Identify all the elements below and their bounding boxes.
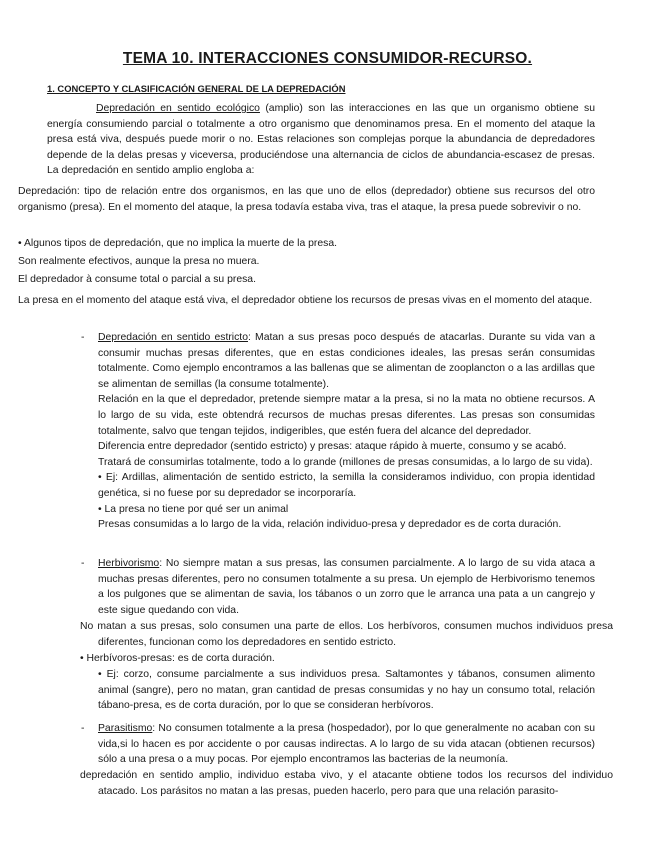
strict-s5: • Ej: Ardillas, alimentación de sentido estricto, la semilla la consideramos individuo, con propia identidad genética, si no fuese por su depredador se incorporaría. <box>98 472 595 499</box>
parasitism-p2: depredación en sentido amplio, individuo estaba vivo, y el atacante obtiene todos los recursos del individuo atacado. Los parásitos no matan a las presas, pueden hacerlo, pero para que una relación parasito- <box>80 770 613 797</box>
prey-alive-paragraph: La presa en el momento del ataque está viva, el depredador obtiene los recursos de presas vivas en el momento del ataque. <box>18 295 593 306</box>
herbivory-block <box>98 556 595 618</box>
strict-s7: Presas consumidas a lo largo de la vida, relación individuo-presa y depredador es de corta duración. <box>98 519 562 531</box>
herbivory-h2: No matan a sus presas, solo consumen una parte de ellos. Los herbívoros, consumen muchos individuos presa diferentes, funcionan como los depredadores en sentido estricto. <box>80 621 613 648</box>
term-strict-predation: Depredación en sentido estricto <box>98 332 248 343</box>
parasitism-text: : No consumen totalmente a la presa (hospedador), por lo que generalmente no acaban con su vida,si lo hacen es por accidente o por causas indirectas. A lo largo de su vida atacan (obtienen recursos) sólo a una presa o a muy pocas. Por ejemplo encontramos las bacterias de la neumonía. <box>98 723 595 766</box>
line-consumes: El depredador à consume total o parcial a su presa. <box>18 274 256 285</box>
term-herbivory: Herbivorismo <box>98 558 160 569</box>
herbivory-h3: • Herbívoros-presas: es de corta duración. <box>80 653 275 664</box>
strict-text: : Matan a sus presas poco después de atacarlas. Durante su vida van a consumir muchas presas diferentes, que en estas condiciones ideales, las presas serán consumidas totalmente. Como ejemplo encontramos a las ballenas que se alimentan de zooplancton o a las ardillas que se alimentan de semillas (la consume totalmente). <box>98 332 595 390</box>
list-dash: - <box>81 558 85 569</box>
list-dash: - <box>81 332 85 343</box>
herbivory-text: : No siempre matan a sus presas, las consumen parcialmente. A lo largo de su vida ataca a muchas presas diferentes, pero no consumen totalmente a su presa. Un ejemplo de Herbivorismo tenemos a los pulgones que se alimentan de savia, los tábanos o un zorro que le arranca una pata a un cangrejo y este sigue quedando con vida. <box>98 558 595 616</box>
strict-s3: Diferencia entre depredador (sentido estricto) y presas: ataque rápido à muerte, consumo y se acabó. <box>98 441 567 453</box>
strict-s6: • La presa no tiene por qué ser un animal <box>98 503 289 515</box>
list-dash: - <box>81 723 85 734</box>
herbivory-h4: • Ej: corzo, consume parcialmente a sus individuos presa. Saltamontes y tábanos, consumen alimento animal (sangre), pero no matan, gran cantidad de presas consumidas y no hay un consumo total, relación tábano-presa, es de corta duración, por lo que se consideran herbívoros. <box>98 669 595 712</box>
page-title: TEMA 10. INTERACCIONES CONSUMIDOR-RECURSO. <box>122 50 533 67</box>
term-parasitism: Parasitismo <box>98 723 153 734</box>
strict-s2: Relación en la que el depredador, pretende siempre matar a la presa, si no la mata no obtiene recursos. A lo largo de su vida, este obtendrá recursos de muchas presas diferentes. Las presas son consumidas totalmente, salvo que tengan tejidos, indigeribles, que estén fuera del alcance del depredador. <box>98 394 595 437</box>
section-heading: 1. CONCEPTO Y CLASIFICACIÓN GENERAL DE LA DEPREDACIÓN <box>47 83 346 94</box>
bullet-types: • Algunos tipos de depredación, que no implica la muerte de la presa. <box>18 238 338 249</box>
strict-predation-block <box>98 330 595 533</box>
strict-s4: Tratará de consumirlas totalmente, todo a lo grande (millones de presas consumidas, a lo largo de su vida). <box>98 456 593 468</box>
intro-paragraph <box>47 101 595 179</box>
strict-intro <box>98 330 595 392</box>
predation-definition: Depredación: tipo de relación entre dos organismos, en las que uno de ellos (depredador) obtiene sus recursos del otro organismo (presa). En el momento del ataque, la presa todavía estaba viva, tras el ataque, la presa puede sobrevivir o no. <box>18 186 595 213</box>
line-effective: Son realmente efectivos, aunque la presa no muera. <box>18 256 260 267</box>
intro-text: (amplio) son las interacciones en las que un organismo obtiene su energía consumiendo parcial o totalmente a otro organismo que denominamos presa. En el momento del ataque la presa está viva, después puede morir o no. Estas relaciones son complejas porque la abundancia de depredadores depende de la delas presas y viceversa, produciéndose una alternancia de ciclos de abundancia-escasez de presas. La depredación en sentido amplio engloba a: <box>47 103 596 177</box>
parasitism-block <box>98 721 595 768</box>
term-ecological-predation: Depredación en sentido ecológico <box>96 103 260 114</box>
